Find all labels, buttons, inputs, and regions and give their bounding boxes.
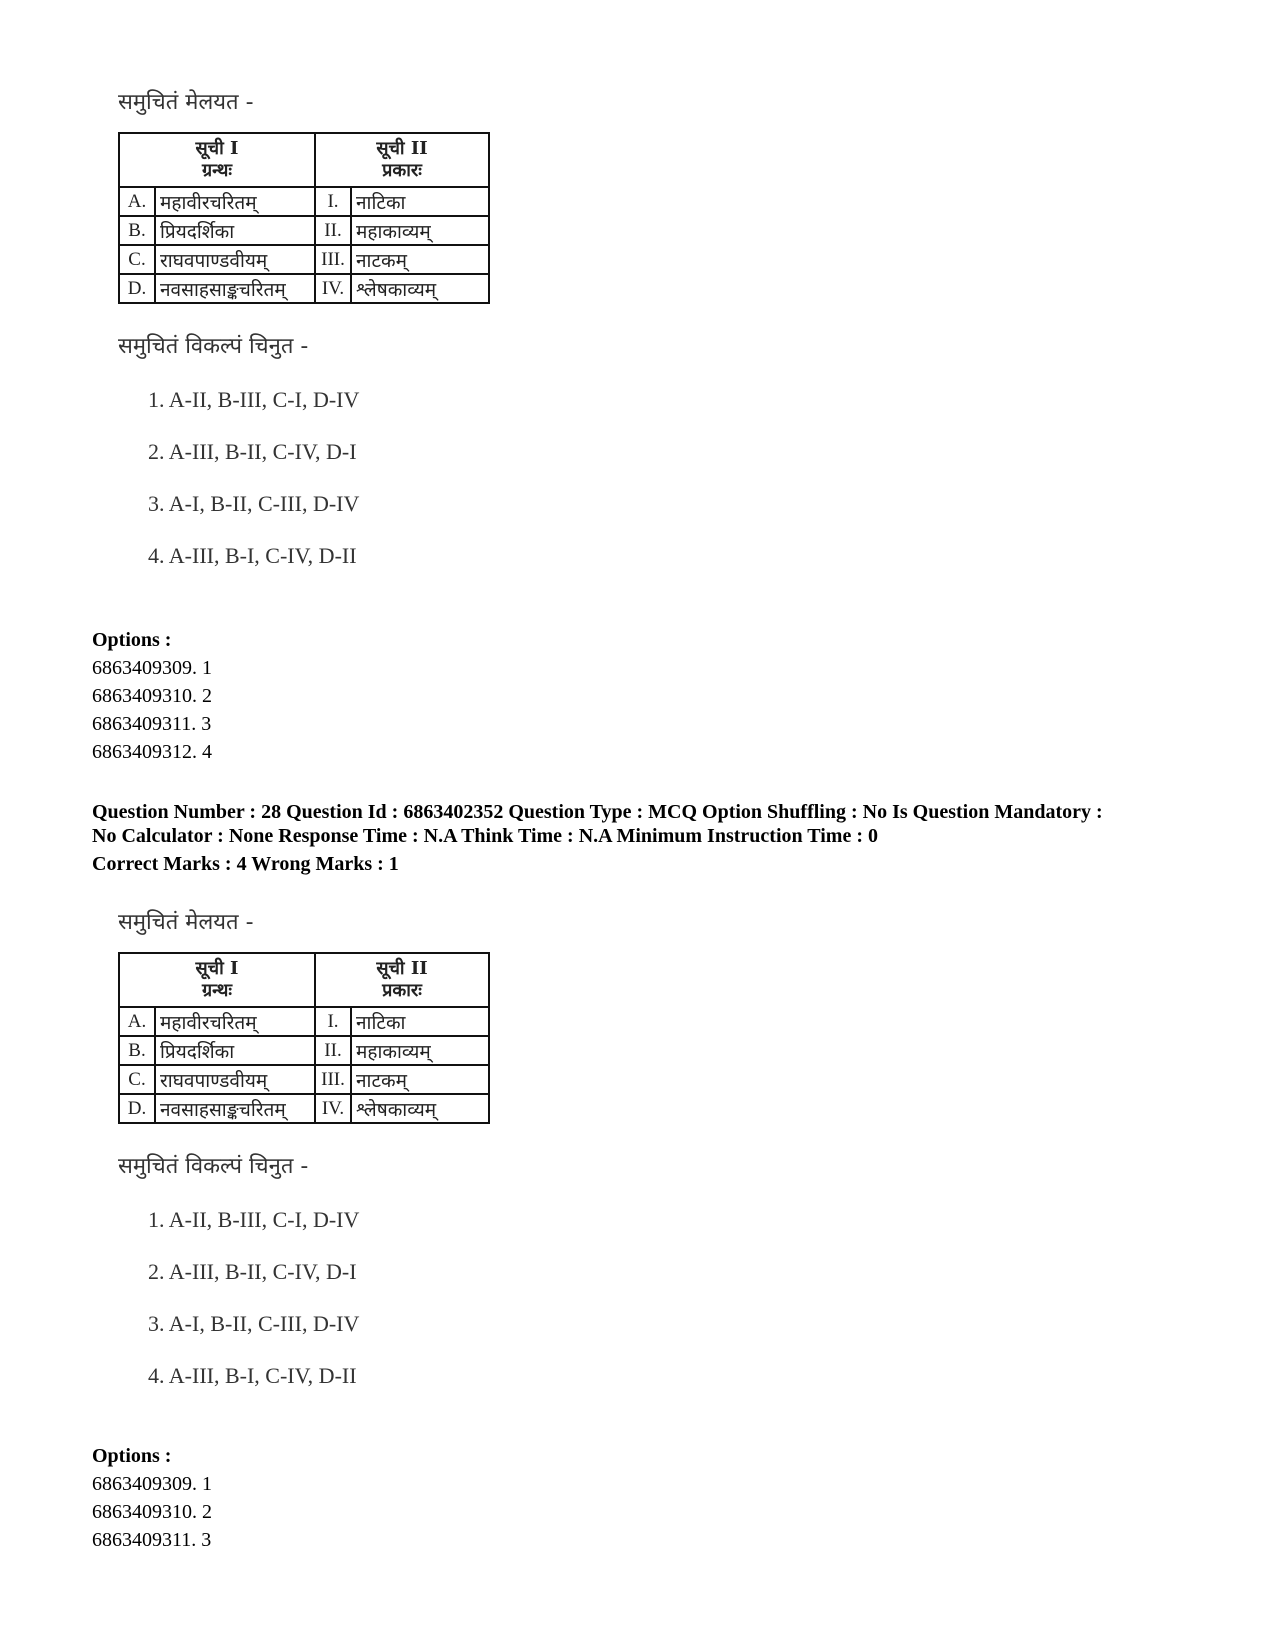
choice-item: 2. A-III, B-II, C-IV, D-I bbox=[148, 1259, 357, 1284]
options-block-1 bbox=[92, 626, 212, 766]
question-image-2 bbox=[118, 906, 490, 1402]
choice-item: 4. A-III, B-I, C-IV, D-II bbox=[148, 1363, 357, 1388]
option-item: 6863409311. 3 bbox=[92, 713, 212, 735]
list2-header: सूची II प्रकारः bbox=[315, 953, 489, 1007]
table-row: C. राघवपाण्डवीयम् III. नाटकम् bbox=[119, 1065, 489, 1094]
match-instruction: समुचितं मेलयत - bbox=[118, 910, 254, 935]
table-row: D. नवसाहसाङ्कचरितम् IV. श्लेषकाव्यम् bbox=[119, 274, 489, 303]
choice-item: 4. A-III, B-I, C-IV, D-II bbox=[148, 543, 357, 568]
options-label: Options : bbox=[92, 629, 172, 651]
choice-item: 3. A-I, B-II, C-III, D-IV bbox=[148, 1311, 360, 1336]
option-item: 6863409309. 1 bbox=[92, 1473, 212, 1495]
question-meta: Question Number : 28 Question Id : 6863402352 Question Type : MCQ Option Shuffling : No Is Question Mandatory : No Calculator : None Response Time : N.A Think Time : N.A Minimum Instruction Time : 0 Correct Marks : 4 Wrong Marks : 1 bbox=[92, 801, 1103, 875]
option-item: 6863409312. 4 bbox=[92, 741, 212, 763]
match-table bbox=[118, 132, 490, 304]
choice-item: 2. A-III, B-II, C-IV, D-I bbox=[148, 439, 357, 464]
choose-instruction: समुचितं विकल्पं चिनुत - bbox=[118, 1154, 309, 1179]
match-instruction: समुचितं मेलयत - bbox=[118, 90, 254, 115]
option-item: 6863409310. 2 bbox=[92, 1501, 212, 1523]
match-table bbox=[118, 952, 490, 1124]
choice-item: 1. A-II, B-III, C-I, D-IV bbox=[148, 387, 360, 412]
option-item: 6863409309. 1 bbox=[92, 657, 212, 679]
question-image-1 bbox=[118, 86, 490, 582]
choice-item: 3. A-I, B-II, C-III, D-IV bbox=[148, 491, 360, 516]
table-row: B. प्रियदर्शिका II. महाकाव्यम् bbox=[119, 1036, 489, 1065]
choice-item: 1. A-II, B-III, C-I, D-IV bbox=[148, 1207, 360, 1232]
table-row: D. नवसाहसाङ्कचरितम् IV. श्लेषकाव्यम् bbox=[119, 1094, 489, 1123]
table-row: C. राघवपाण्डवीयम् III. नाटकम् bbox=[119, 245, 489, 274]
choice-list bbox=[118, 1194, 490, 1402]
table-row: A. महावीरचरितम् I. नाटिका bbox=[119, 1007, 489, 1036]
list1-header: सूची I ग्रन्थः bbox=[119, 953, 315, 1007]
table-row: B. प्रियदर्शिका II. महाकाव्यम् bbox=[119, 216, 489, 245]
list2-header: सूची II प्रकारः bbox=[315, 133, 489, 187]
option-item: 6863409311. 3 bbox=[92, 1529, 212, 1551]
choice-list bbox=[118, 374, 490, 582]
option-item: 6863409310. 2 bbox=[92, 685, 212, 707]
options-label: Options : bbox=[92, 1445, 172, 1467]
choose-instruction: समुचितं विकल्पं चिनुत - bbox=[118, 334, 309, 359]
list1-header: सूची I ग्रन्थः bbox=[119, 133, 315, 187]
table-row: A. महावीरचरितम् I. नाटिका bbox=[119, 187, 489, 216]
options-block-2 bbox=[92, 1442, 212, 1554]
